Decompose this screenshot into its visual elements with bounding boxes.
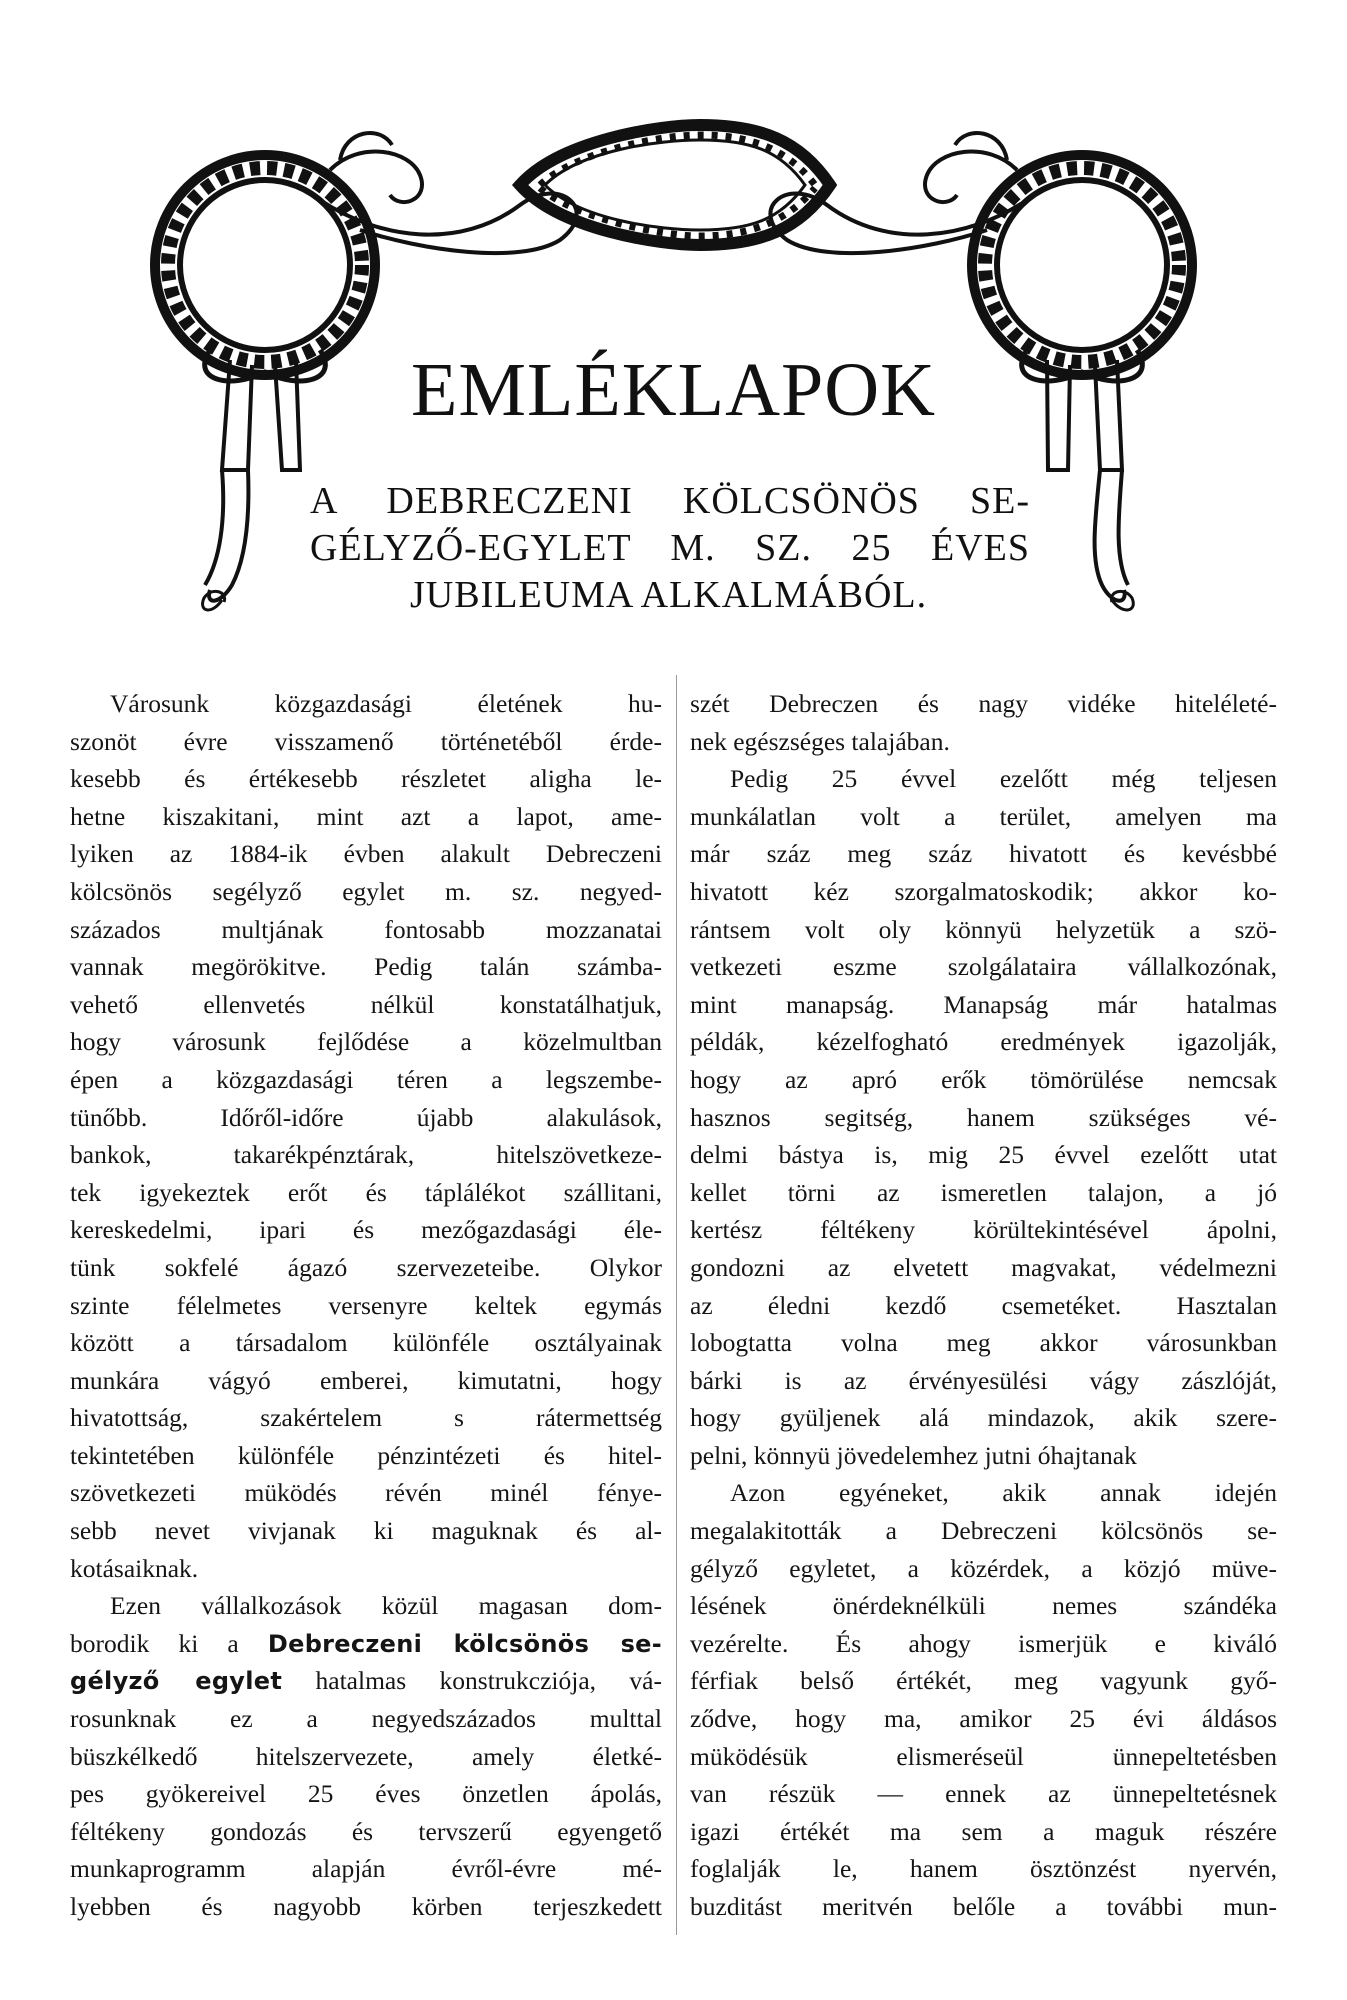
text-line: sebb nevet vivjanak ki maguknak és al- bbox=[70, 1516, 662, 1546]
bold-text: Debreczeni kölcsönös se- bbox=[267, 1629, 662, 1658]
text-line: megalakitották a Debreczeni kölcsönös se- bbox=[690, 1516, 1277, 1546]
text-line: vetkezeti eszme szolgálataira vállalkozónak, bbox=[690, 952, 1277, 982]
text-line: hivatott kéz szorgalmatoskodik; akkor ko- bbox=[690, 876, 1277, 906]
text-line: vannak megörökitve. Pedig talán számba- bbox=[70, 952, 662, 982]
text-line: gondozni az elvetett magvakat, védelmezni bbox=[690, 1252, 1277, 1282]
text-line: rosunknak ez a negyedszázados multtal bbox=[70, 1704, 662, 1734]
text-line: Városunk közgazdasági életének hu- bbox=[110, 689, 662, 718]
text-line: szét Debreczen és nagy vidéke hiteléleté- bbox=[690, 689, 1277, 718]
page-title: EMLÉKLAPOK bbox=[410, 348, 937, 432]
text-line: van részük — ennek az ünnepeltetésnek bbox=[690, 1779, 1277, 1809]
text-line: bankok, takarékpénztárak, hitelszövetkeze- bbox=[70, 1140, 662, 1170]
text-line: büszkélkedő hitelszervezete, amely életké- bbox=[70, 1741, 662, 1771]
text-line: százados multjának fontosabb mozzanatai bbox=[70, 914, 662, 944]
text-line: hasznos segitség, hanem szükséges vé- bbox=[690, 1102, 1277, 1132]
text-line: szövetkezeti müködés révén minél fénye- bbox=[70, 1478, 662, 1508]
text-line bbox=[70, 1625, 662, 1663]
text-segment: hatalmas konstrukcziója, vá- bbox=[315, 1666, 662, 1696]
text-line: pelni, könnyü jövedelemhez jutni óhajtanak bbox=[690, 1440, 1137, 1470]
text-line: tünk sokfelé ágazó szervezeteibe. Olykor bbox=[70, 1252, 662, 1282]
text-line: lésének önérdeknélküli nemes szándéka bbox=[690, 1591, 1277, 1621]
text-line: már száz meg száz hivatott és kevésbbé bbox=[690, 839, 1277, 869]
text-segment: borodik ki a bbox=[70, 1628, 239, 1658]
text-line: kesebb és értékesebb részletet aligha le- bbox=[70, 764, 662, 794]
text-line: hogy városunk fejlődése a közelmultban bbox=[70, 1027, 662, 1057]
text-line: rántsem volt oly könnyü helyzetük a szö- bbox=[690, 914, 1277, 944]
text-line: lobogtatta volna meg akkor városunkban bbox=[690, 1328, 1277, 1358]
text-line: igazi értékét ma sem a maguk részére bbox=[690, 1816, 1277, 1846]
text-line: szonöt évre visszamenő történetéből érde- bbox=[70, 726, 662, 756]
text-line: Pedig 25 évvel ezelőtt még teljesen bbox=[730, 764, 1277, 794]
text-line: vezérelte. És ahogy ismerjük e kiváló bbox=[690, 1628, 1277, 1658]
right-column bbox=[690, 685, 1277, 1926]
subtitle-line: JUBILEUMA ALKALMÁBÓL. bbox=[410, 574, 928, 616]
text-line: hivatottság, szakértelem s rátermettség bbox=[70, 1403, 662, 1433]
text-line bbox=[70, 1662, 662, 1700]
text-line: szinte félelmetes versenyre keltek egymás bbox=[70, 1290, 662, 1320]
text-line: kertész féltékeny körültekintésével ápolni, bbox=[690, 1215, 1277, 1245]
subtitle-line: A DEBRECZENI KÖLCSÖNÖS SE- bbox=[310, 480, 1030, 522]
text-line: munkálatlan volt a terület, amelyen ma bbox=[690, 801, 1277, 831]
bold-text: gélyző egylet bbox=[70, 1667, 283, 1696]
column-divider bbox=[676, 675, 677, 1935]
text-line: nek egészséges talajában. bbox=[690, 726, 950, 756]
text-line: ződve, hogy ma, amikor 25 évi áldásos bbox=[690, 1704, 1277, 1734]
subtitle bbox=[310, 478, 1030, 619]
text-line: munkaprogramm alapján évről-évre mé- bbox=[70, 1854, 662, 1884]
text-line: épen a közgazdasági téren a legszembe- bbox=[70, 1064, 662, 1094]
text-line: kotásaiknak. bbox=[70, 1553, 199, 1583]
text-line: Ezen vállalkozások közül magasan dom- bbox=[110, 1591, 662, 1621]
left-column bbox=[70, 685, 662, 1926]
text-line: tünőbb. Időről-időre újabb alakulások, bbox=[70, 1102, 662, 1132]
text-line: kereskedelmi, ipari és mezőgazdasági éle- bbox=[70, 1215, 662, 1245]
text-line: férfiak belső értékét, meg vagyunk győ- bbox=[690, 1666, 1277, 1696]
text-line: között a társadalom különféle osztályainak bbox=[70, 1328, 662, 1358]
text-line: kölcsönös segélyző egylet m. sz. negyed- bbox=[70, 876, 662, 906]
text-line: buzditást meritvén belőle a további mun- bbox=[690, 1892, 1277, 1921]
text-line: hetne kiszakitani, mint azt a lapot, ame- bbox=[70, 801, 662, 831]
text-line: tekintetében különféle pénzintézeti és hitel- bbox=[70, 1440, 662, 1470]
text-line: lyiken az 1884-ik évben alakult Debreczeni bbox=[70, 839, 662, 869]
text-line: féltékeny gondozás és tervszerű egyengető bbox=[70, 1816, 662, 1846]
text-line: hogy az apró erők tömörülése nemcsak bbox=[690, 1064, 1277, 1094]
text-line: mint manapság. Manapság már hatalmas bbox=[690, 989, 1277, 1019]
text-line: kellet törni az ismeretlen talajon, a jó bbox=[690, 1177, 1277, 1207]
text-line: pes gyökereivel 25 éves önzetlen ápolás, bbox=[70, 1779, 662, 1809]
text-line: lyebben és nagyobb körben terjeszkedett bbox=[70, 1892, 662, 1921]
text-line: példák, kézelfogható eredmények igazolják, bbox=[690, 1027, 1277, 1057]
text-line: bárki is az érvényesülési vágy zászlóját, bbox=[690, 1365, 1277, 1395]
subtitle-line: GÉLYZŐ-EGYLET M. SZ. 25 ÉVES bbox=[310, 527, 1030, 569]
text-line: gélyző egyletet, a közérdek, a közjó müve- bbox=[690, 1553, 1277, 1583]
text-line: munkára vágyó emberei, kimutatni, hogy bbox=[70, 1365, 662, 1395]
text-line: az éledni kezdő csemetéket. Hasztalan bbox=[690, 1290, 1277, 1320]
text-line: tek igyekeztek erőt és táplálékot szállitani, bbox=[70, 1177, 662, 1207]
text-line: Azon egyéneket, akik annak idején bbox=[730, 1478, 1277, 1508]
text-line: müködésük elismeréseül ünnepeltetésben bbox=[690, 1741, 1277, 1771]
chain-link-icon bbox=[520, 125, 830, 245]
text-line: foglalják le, hanem ösztönzést nyervén, bbox=[690, 1854, 1277, 1884]
text-line: delmi bástya is, mig 25 évvel ezelőtt utat bbox=[690, 1140, 1277, 1170]
text-line: hogy gyüljenek alá mindazok, akik szere- bbox=[690, 1403, 1277, 1433]
text-line: vehető ellenvetés nélkül konstatálhatjuk, bbox=[70, 989, 662, 1019]
